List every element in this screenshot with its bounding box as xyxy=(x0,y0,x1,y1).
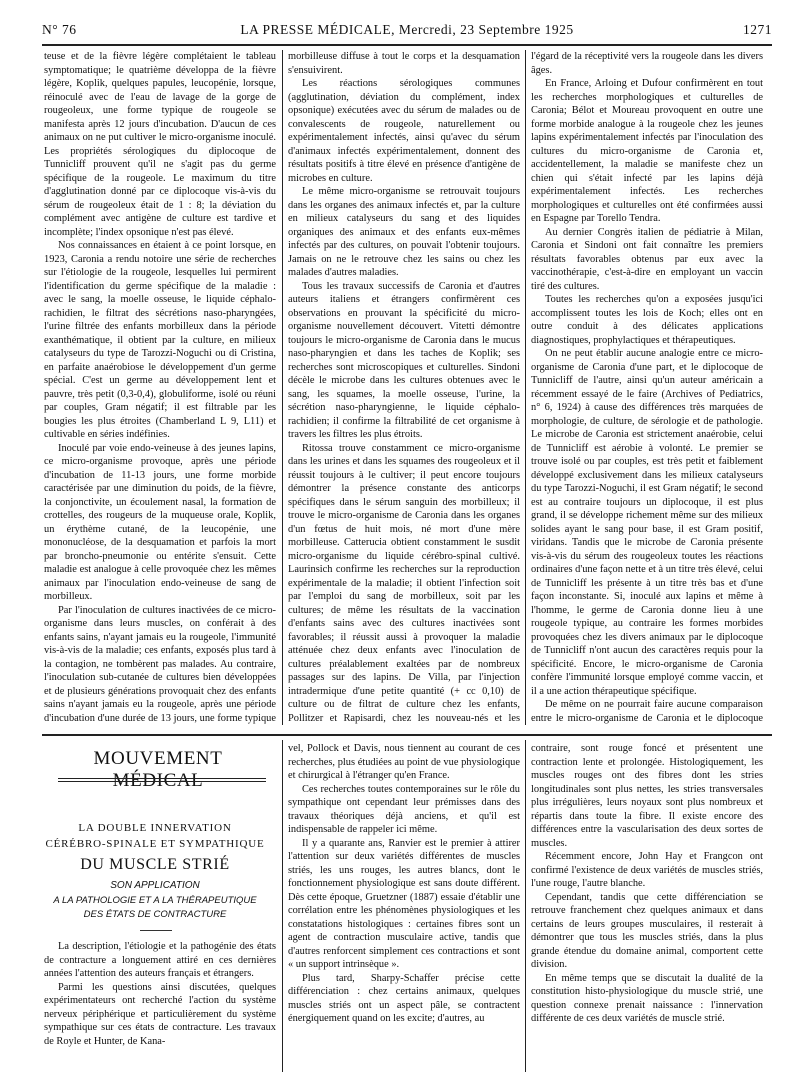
article-subtitle-line-2: A LA PATHOLOGIE ET A LA THÉRAPEUTIQUE xyxy=(53,895,257,906)
paragraph: Par l'inoculation de cultures inactivées de ce micro-organisme dans leurs muscles, on conférait à des enfants sains, n'ayant jamais eu la rougeole, l'immunité vis-à-vis de la maladie; ces enfants, exposés plus tard à la contagion, ne tombèrent pas malades. Au contraire, l'inoculation sub-cutanée de cultures bien développées et de plusieurs générations provoquait chez des enfants sains n'ayant jamais eu la rougeole, après une période d'incubation d'une durée de 13 jours, une forme typique xyxy=(44,604,276,724)
paragraph: Récemment encore, John Hay et Frangcon ont confirmé l'existence de deux variétés de muscles striés, l'une rouge, l'autre blanche. xyxy=(531,851,763,889)
journal-line: LA PRESSE MÉDICALE, Mercredi, 23 Septembre 1925 xyxy=(240,22,574,37)
paragraph: La description, l'étiologie et la pathogénie des états de contracture a longuement attiré en ces dernières années l'attention des auteurs français et étrangers. xyxy=(44,941,276,979)
paragraph: teuse et de la fièvre légère complétaient le tableau symptomatique; le quatrième développa de la fièvre légère, Koplik, quelques papules, leucopénie, lorsque, réinoculé avec de l'eau de lavage de la gorge de rougeoleux, une forme typique de rougeole se manifesta après 12 jours d'incubation. D'aucun de ces animaux on ne put cultiver le micro-organisme inoculé. Les propriétés sérologiques du diplocoque de Tunnicliff prouvent qu'il ne s'agit pas du germe spécifique de la rougeole. Le maximum du titre d'agglutination donné par ce diplocoque vis-à-vis du sérum de rougeoleux était de 1 : 8; la déviation du complément avec antigène de culture est tardive et incomplète; l'index opsonique n'est pas élevé. xyxy=(44,51,276,238)
paragraph: Tous les travaux successifs de Caronia et d'autres auteurs italiens et étrangers confirmèrent ces observations en prouvant la spécificité du micro-organisme nouvellement découvert. Vitetti démontre toujours le micro-organisme de Caronia dans le mucus naso-pharyngien et dans les taches de Koplik; ses recherches sont microscopiques et culturelles. Sindoni décèle le microbe dans les cultures obtenues avec le sang, les squames, la moelle osseuse, l'urine, la sécrétion naso-pharyngienne, le liquide céphalo-rachidien; il confirme la filtrabilité de cet organisme à travers les filtres les plus étroits. xyxy=(288,280,520,440)
paragraph: En France, Arloing et Dufour confirmèrent en tout les recherches morphologiques et culturelles de Caronia; Bélot et Moureau provoquent en outre une forme morbide analogue à la rougeole chez les jeunes lapins expérimentalement infectés par l'inoculation des cultures du micro-organisme de Caronia et, accidentellement, la maladie se manifeste chez un chien qui s'était infecté par les lapins déjà expérimentalement infectés. Les recherches morphologiques et culturelles ont été confirmées aussi en Espagne par Torello Tendra. xyxy=(531,78,763,224)
paragraph: Les réactions sérologiques communes (agglutination, déviation du complément, index opsonique) exécutées avec du sérum de malades ou de convalescents de rougeole, naturellement ou expérimentalement infectés, ainsi qu'avec du sérum d'animaux infectés expérimentalement, donnent des résultats positifs à titre élevé en présence d'antigène de microbes en culture. xyxy=(288,78,520,184)
section-rule xyxy=(42,734,772,736)
paragraph: Le même micro-organisme se retrouvait toujours dans les organes des animaux infectés et, par la culture en milieux catalyseurs du sang et des liquides organiques des animaux et des enfants eux-mêmes infectés par des cultures, on pouvait l'obtenir toujours. Jamais on ne le retrouve chez les sains ou chez les malades d'autres maladies. xyxy=(288,186,520,278)
section-title-rule xyxy=(58,778,266,779)
paragraph: Ritossa trouve constamment ce micro-organisme dans les urines et dans les squames des rougeoleux et il réussit toujours à le cultiver; il peut encore toujours démontrer la présence constante des anticorps spécifiques dans le sérum sanguin des morbilleux; il trouve le micro-organisme de Caronia dans les organes d'un fœtus de huit mois, né mort d'une mère morbilleuse. Catterucia obtient constamment le susdit micro-organisme du liquide cérébro-spinal cultivé. Laurinsich confirme les recherches sur la reproduction expérimentale de la maladie; il obtient l'infection soit par l'emploi du sang de morbilleux, soit par les cultures; de même les résultats de la vaccination d'enfants sains avec des cultures inactivées sont favorables; il réussit aussi à provoquer la maladie atténuée chez deux enfants avec l'inoculation de cultures préalablement exaltées par de nombreux passages sur des lapins. De Villa, par l'injection intradermique d'une petite quantité (+ cc 0,10) de culture ou de filtrat de culture chez les enfants, Pollitzer et Rapisardi, chez les nouveau-nés et les xyxy=(288,442,520,724)
column-divider xyxy=(525,740,526,1072)
paragraph: Cependant, tandis que cette différenciation se retrouve franchement chez quelques animaux et dans certains de leurs groupes musculaires, il resterait à démontrer que tous les muscles striés, dans la plus grande étendue du domaine animal, comportent cette division. xyxy=(531,891,763,970)
paragraph: Plus tard, Sharpy-Schaffer précise cette différenciation : chez certains animaux, quelques muscles striés ont un aspect pâle, se contractent énergiquement quand on les excite; d'autres, au xyxy=(288,972,520,1024)
header-rule xyxy=(42,44,772,46)
paragraph: Inoculé par voie endo-veineuse à des jeunes lapins, ce micro-organisme provoque, après une période d'incubation de 11-13 jours, une forme morbide caractérisée par une diminution du poids, de la fièvre, la conjonctivite, un écoulement nasal, la formation de crottelles, des rougeurs de la muqueuse orale, Koplik, un érythème cutané, de la leucopénie, une mononucléose, de la desquamation et parfois la mort par broncho-pneumonie ou entérite s'ensuit. Cette maladie est analogue à celle provoquée chez les mêmes animaux par l'inoculation endo-veineuse de sang de morbilleux. xyxy=(44,442,276,602)
article-title-line-2: CÉRÉBRO-SPINALE ET SYMPATHIQUE xyxy=(45,838,265,850)
paragraph: Parmi les questions ainsi discutées, quelques expérimentateurs ont recherché l'action du système nerveux périphérique et particulièrement du système sympathique sur ces états de contracture. Les travaux de Royle et Hunter, de Kana- xyxy=(44,981,276,1047)
paragraph: On ne peut établir aucune analogie entre ce micro-organisme de Caronia d'une part, et le diplocoque de Tunnicliff de l'autre, ainsi qu'un auteur américain a récemment essayé de le faire (Archives of Pediatrics, n° 6, 1924) à cause des différences très marquées de morphologie, de culture, de sérologie et de pathologie. Le microbe de Caronia est strictement anaérobie, celui de Tunnicliff est aérobie à volonté. Le premier se trouve isolé ou par couples, est très petit et faiblement développé exclusivement dans les milieux catalyseurs du type Tarozzi-Noguchi, il est Gram négatif; le second est au contraire toujours un diplocoque, il est plus grand, il se développe richement même sur des milieux solides ayant le sang pour base, il est Gram positif, viridans. Tandis que le microbe de Caronia présente vis-à-vis du sérum des rougeoleux toutes les réactions ordinaires d'une façon nette et à un titre très élevé, celui de Tunnicliff les présente à un titre très bas et d'une façon inconstante. Si, inoculé aux lapins et même à l'homme, le germe de Caronia donne lieu à une rougeole typique, au contraire les formes morbides provoquées chez les divers animaux par le diplocoque de Tunnicliff n'ont aucun des caractères requis pour la spécificité. Encore, le micro-organisme de Caronia confère l'immunité lorsque employé comme vaccin, et il a une action thérapeutique spécifique. xyxy=(531,348,763,697)
page-label: N° 76 xyxy=(42,22,77,37)
paragraph: contraire, sont rouge foncé et présentent une contraction lente et prolongée. Histologiquement, les muscles rouges ont des fibres dont les stries longitudinales sont plus nettes, les stries transversales plus irrégulières, leurs noyaux sont plus nombreux et répartis dans toute la fibre. Il existe encore des différences entre la vascularisation des deux sortes de muscles. xyxy=(531,743,763,849)
article-subtitle-line-3: DES ÉTATS DE CONTRACTURE xyxy=(83,909,227,920)
section-title-rule xyxy=(58,781,266,782)
paragraph: Ces recherches toutes contemporaines sur le rôle du sympathique ont cependant leur prémisses dans des travaux théoriques déjà anciens, et qu'il est indispensable de rappeler ici même. xyxy=(288,783,520,835)
paragraph: Toutes les recherches qu'on a exposées jusqu'ici accomplissent toutes les lois de Koch; elles ont en outre conduit à des délicates applications diagnostiques, prophylactiques et thérapeutiques. xyxy=(531,294,763,346)
title-separator xyxy=(140,930,172,931)
paragraph: Au dernier Congrès italien de pédiatrie à Milan, Caronia et Sindoni ont fait connaître les premiers résultats favorables obtenus par eux avec la vaccinothérapie, c'est-à-dire en employant un vaccin tiré des cultures. xyxy=(531,226,763,292)
article-title-line-1: LA DOUBLE INNERVATION xyxy=(78,822,232,834)
article-title-line-3: DU MUSCLE STRIÉ xyxy=(80,856,230,873)
paragraph: Il y a quarante ans, Ranvier est le premier à attirer l'attention sur deux variétés différentes de muscles striés, les uns rouges, les autres blancs, dont le fonctionnement physiologique est sans doute différent. Dès cette époque, Gruetzner (1887) essaie d'établir une corrélation entre les phénomènes physiologiques et les constatations histologiques : certaines fibres sont un agent de contraction musculaire active, tandis que d'autres renforcent simplement ces contractions et sont « un support intrinsèque ». xyxy=(288,837,520,970)
article-subtitle-line-1: SON APPLICATION xyxy=(110,880,200,891)
upper-column-1 xyxy=(44,50,276,725)
upper-column-3 xyxy=(531,50,763,725)
paragraph: De même on ne pourrait faire aucune comparaison entre le micro-organisme de Caronia et le diplocoque xyxy=(531,699,763,724)
page-header xyxy=(42,22,772,40)
lower-column-1 xyxy=(44,940,276,1072)
paragraph: morbilleuse diffuse à tout le corps et la desquamation s'ensuivirent. xyxy=(288,51,520,76)
column-divider xyxy=(282,50,283,725)
upper-column-2 xyxy=(288,50,520,725)
paragraph: Nos connaissances en étaient à ce point lorsque, en 1923, Caronia a rendu notoire une série de recherches sur l'étiologie de la rougeole, lesquelles lui permirent l'identification du germe spécifique de la maladie : avec le sang, la moelle osseuse, le liquide céphalo-rachidien, le filtrat des sécrétions naso-pharyngées, l'urine filtrée des enfants morbilleux dans la période exanthématique, il obtient par la culture, en milieux catalyseurs du type de Tarozzi-Noguchi ou di Cristina, en parfaite anaérobiose le développement d'un germe spécial. C'est un germe au développement lent et pauvre, très petit (0,3-0,4), globuliforme, isolé ou réuni par couples, Gram négatif; il est filtrable par les bougies les plus étroites (Chamberland L 9, L11) et cultivable en séries indéfinies. xyxy=(44,240,276,440)
section-title: MOUVEMENT xyxy=(93,748,223,769)
column-divider xyxy=(282,740,283,1072)
lower-column-3 xyxy=(531,742,763,1072)
lower-column-2 xyxy=(288,742,520,1072)
paragraph: l'égard de la réceptivité vers la rougeole dans les divers âges. xyxy=(531,51,763,76)
page-number: 1271 xyxy=(743,22,772,37)
paragraph: En même temps que se discutait la dualité de la constitution histo-physiologique du muscle strié, une question connexe prenait naissance : l'innervation différente de ces deux variétés de muscle strié. xyxy=(531,972,763,1024)
paragraph: vel, Pollock et Davis, nous tiennent au courant de ces recherches, plus étudiées au point de vue physiologique et chirurgical à l'étranger qu'en France. xyxy=(288,743,520,781)
column-divider xyxy=(525,50,526,725)
